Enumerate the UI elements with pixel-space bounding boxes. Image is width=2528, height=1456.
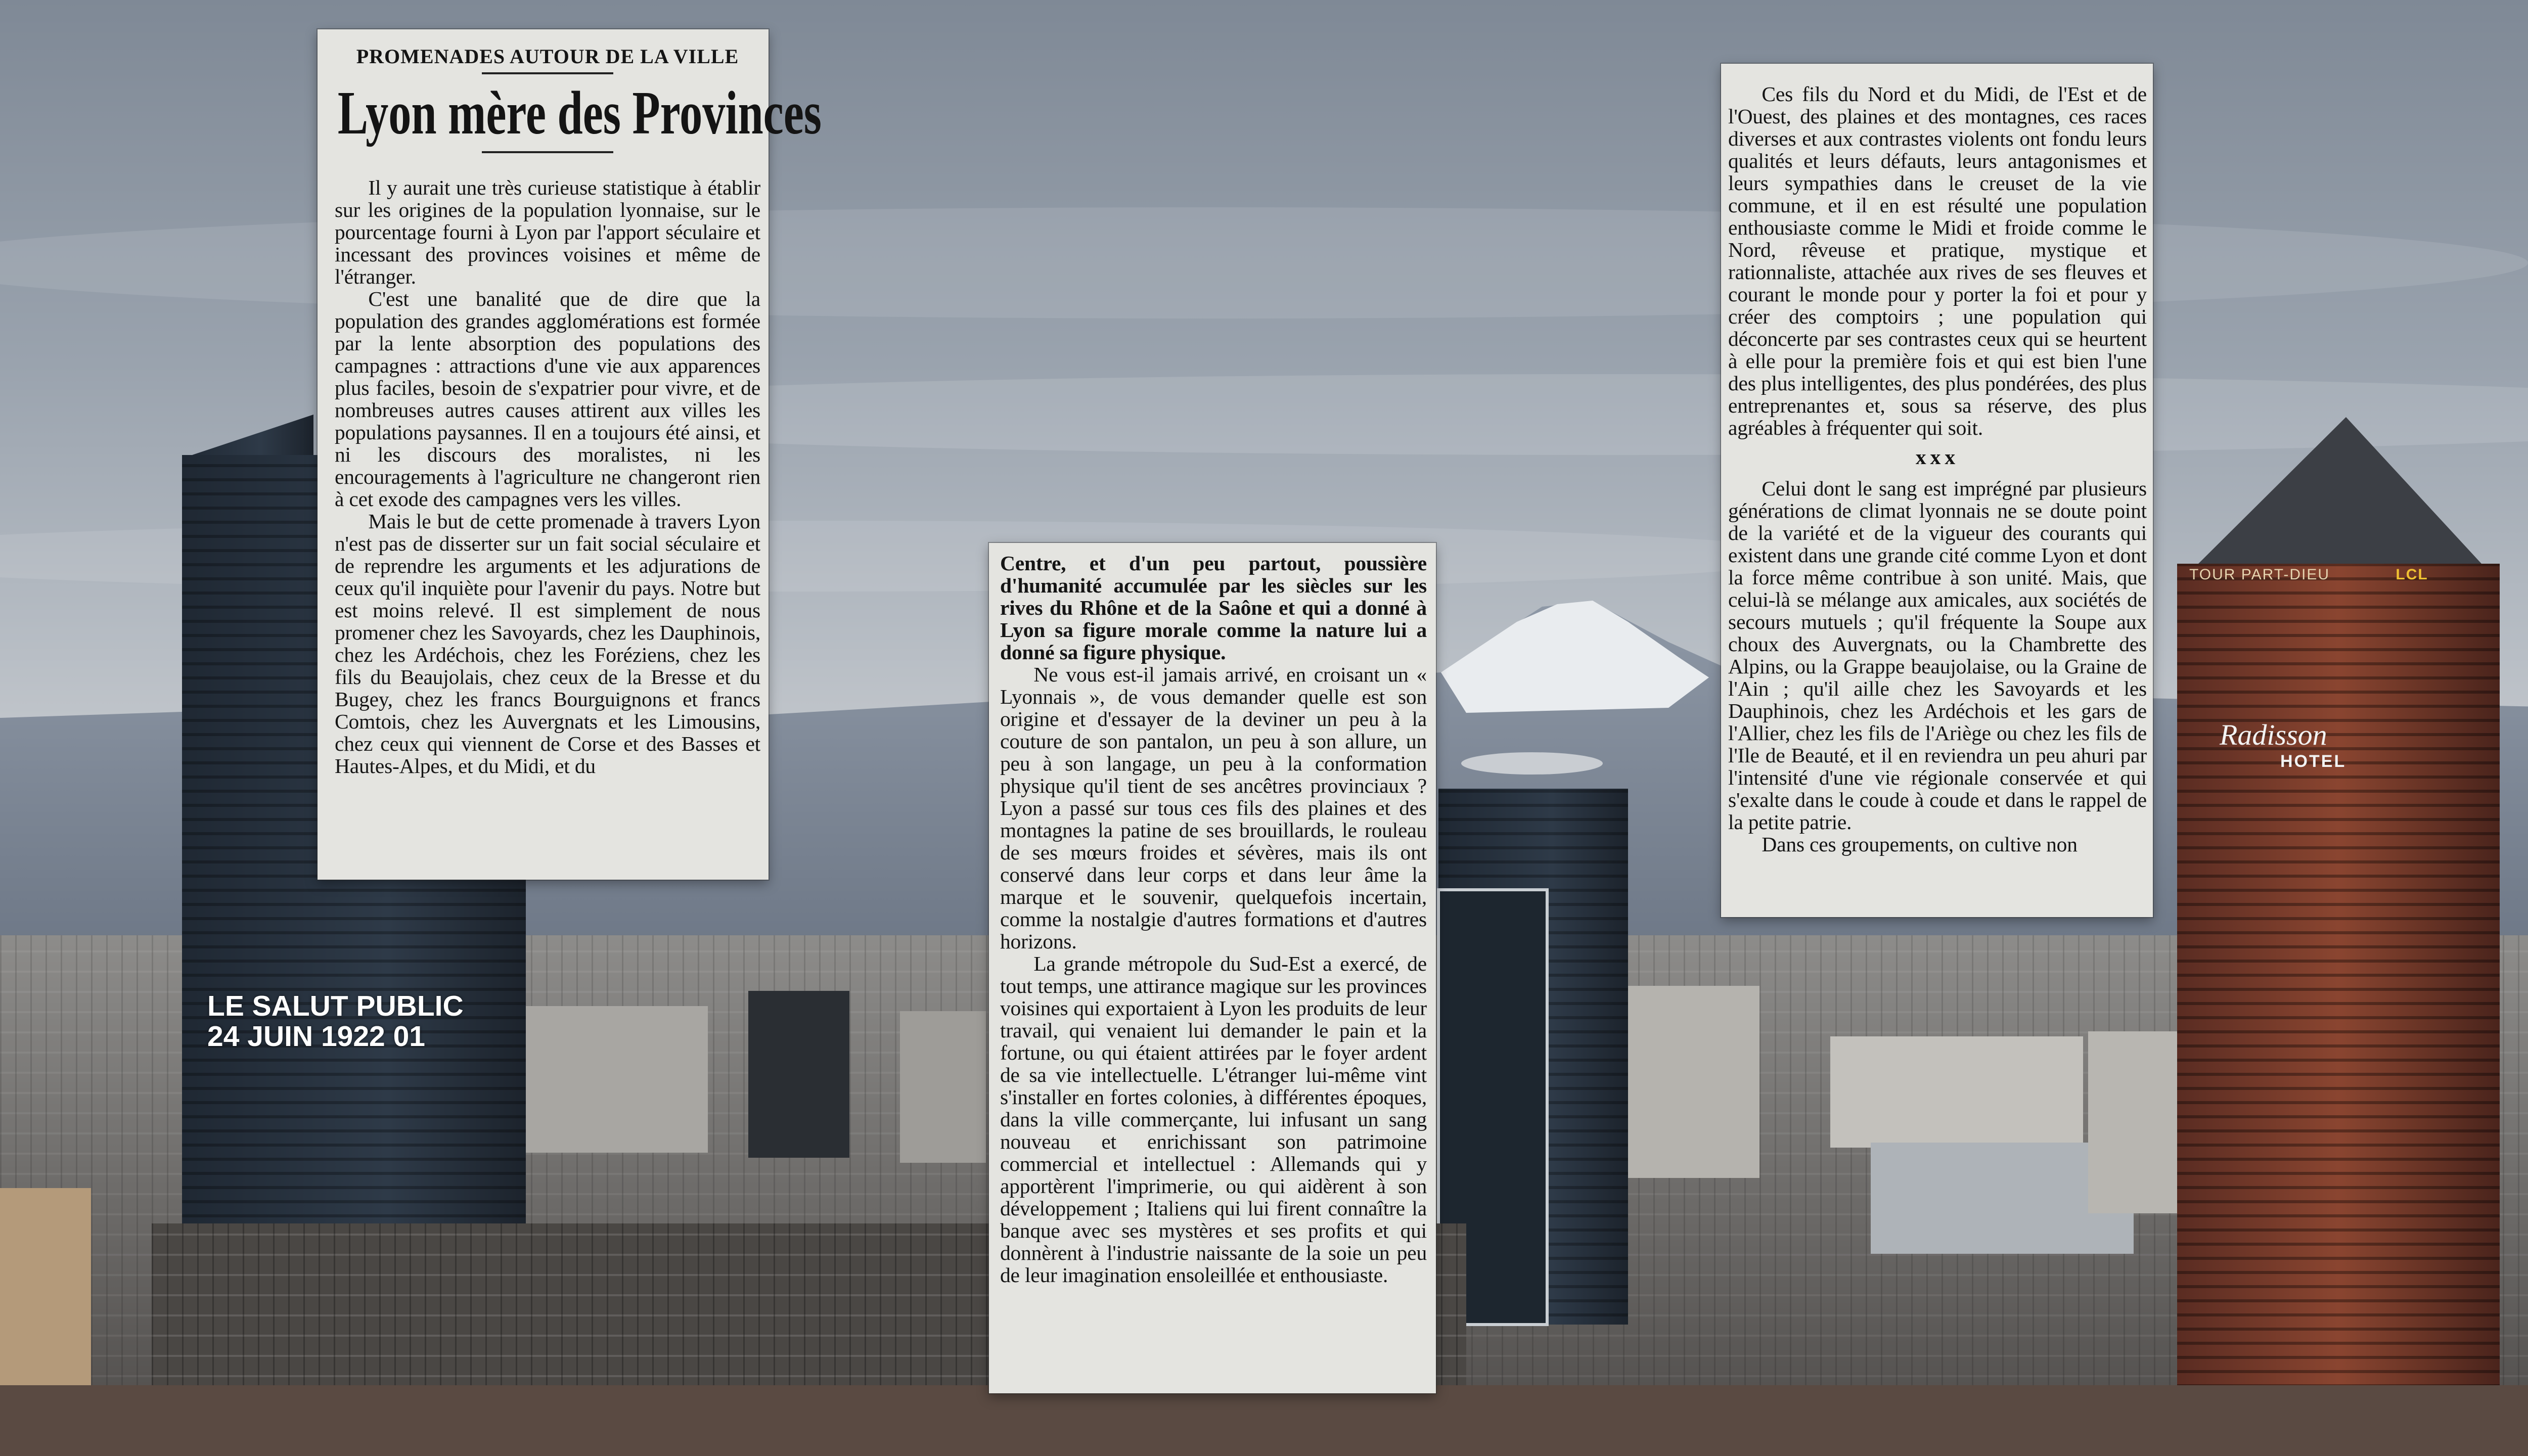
tower-part-dieu-sign-text: TOUR PART-DIEU <box>2189 566 2330 583</box>
paragraph: C'est une banalité que de dire que la population des grandes agglomérations est formée par la lente absorption des populations des campagnes : attractions d'une vie aux apparences plus faciles, besoin de s'expatrier pour vivre, et de nombreuses autres causes attirent aux villes les populations paysannes. Il en a toujours été ainsi, et ni les discours des moralistes, ni les encouragements à l'agriculture ne changeront rien à cet exode des campagnes vers les villes. <box>335 287 760 511</box>
paragraph: La grande métropole du Sud-Est a exercé, de tout temps, une attirance magique sur les provinces voisines qui exportaient à Lyon les produits de leur travail, qui venaient lui demander le pain et la fortune, ou qui étaient attirées par le foyer ardent de sa vie intellectuelle. L'étranger lui-même vint s'installer en fortes colonies, à différentes époques, dans la ville commerçante, lui infusant un sang nouveau et enrichissant son patrimoine commercial et intellectuel : Allemands qui y apportèrent l'imprimerie, ou qui aidèrent à son développement ; Italiens qui lui firent connaître la banque avec ses mystères et ses profits et qui donnèrent à l'industrie naissante de la soie un peu de leur imagination ensoleillée et enthousiaste. <box>1000 952 1427 1287</box>
radisson-logo-text: Radisson <box>2220 718 2327 751</box>
hotel-label: HOTEL <box>2280 752 2346 771</box>
paragraph: Centre, et d'un peu partout, poussière d'humanité accumulée par les siècles sur les rives du Rhône et de la Saône et qui a donné à Lyon sa figure morale comme la nature lui a donné sa figure physique. <box>1000 552 1427 664</box>
newspaper-clipping-3 <box>1721 64 2153 917</box>
paragraph: Ces fils du Nord et du Midi, de l'Est et de l'Ouest, des plaines et des montagnes, ces races diverses et aux contrastes violents ont fondu leurs qualités et leurs défauts, leurs antagonismes et leurs sympathies dans le creuset de la vie commune, et il en est résulté une population enthousiaste comme le Midi et froide comme le Nord, rêveuse et pratique, mystique et rationnaliste, attachée aux rives de ses fleuves et courant le monde pour y porter la foi et pour y créer des comptoirs ; une population qui déconcerte par ses contrastes ceux qui se heurtent à elle pour la première fois et qui est bien l'une des plus intelligentes, des plus pondérées, des plus entreprenantes et, sous sa réserve, des plus agréables à fréquenter qui soit. <box>1728 82 2147 439</box>
section-separator: xxx <box>1915 445 1960 469</box>
article-body <box>1000 552 1427 1286</box>
newspaper-clipping-2 <box>989 543 1436 1393</box>
article-body <box>335 176 760 777</box>
paragraph: Mais le but de cette promenade à travers Lyon n'est pas de disserter sur un fait social séculaire et de reprendre les arguments et les adjurations de ceux qu'il inquiète pour l'avenir du pays. Notre but est moins relevé. Il est simplement de nous promener chez les Savoyards, chez les Dauphinois, chez les Ardéchois, chez les Foréziens, chez les fils du Beaujolais, chez ceux de la Bresse et du Bugey, chez les francs Bourguignons et francs Comtois, chez les Auvergnats et les Limousins, chez ceux qui viennent de Corse et des Basses et Hautes-Alpes, et du Midi, et du <box>335 510 760 778</box>
paragraph: Dans ces groupements, on cultive non <box>1762 833 2078 856</box>
paragraph: Celui dont le sang est imprégné par plusieurs générations de climat lyonnais ne se doute point de la variété et de la vigueur des courants qui existent dans une grande cité comme Lyon et dont la force même contribue à son unité. Mais, que celui-là se mélange aux amicales, aux sociétés de secours mutuels ; qu'il fréquente la Soupe aux choux des Auvergnats, ou la Chambrette des Alpins, ou la Grappe beaujolaise, ou la Graine de l'Ain ; qu'il aille chez les Savoyards et les Dauphinois, chez les Ardéchois et les gars de l'Allier, chez les fils de l'Ariège ou chez les fils de l'Ile de Beauté, et il en reviendra un peu ahuri par l'intensité d'une vie régionale conservée et qui s'exalte dans le coude à coude et dans le rappel de la petite patrie. <box>1728 477 2147 834</box>
radisson-hotel-sign <box>2220 718 2346 771</box>
paragraph: Il y aurait une très curieuse statistique à établir sur les origines de la population lyonnaise, sur le pourcentage fourni à Lyon par l'apport séculaire et incessant des provinces voisines et même de l'étranger. <box>335 176 760 288</box>
divider <box>482 72 613 74</box>
newspaper-clipping-1 <box>318 29 822 880</box>
article-body <box>1728 83 2147 855</box>
article-headline: Lyon mère des Provinces <box>337 79 822 147</box>
article-kicker: PROMENADES AUTOUR DE LA VILLE <box>356 45 739 68</box>
divider <box>482 151 613 153</box>
paragraph: Ne vous est-il jamais arrivé, en croisant un « Lyonnais », de vous demander quelle est son origine et d'essayer de la deviner un peu à la couture de son pantalon, un peu à son allure, un peu à son langage, un peu à la conformation physique qu'il tient de ses ancêtres provinciaux ? Lyon a passé sur tous ces fils des plaines et des montagnes la patine de ses brouillards, le rouleau de ses mœurs froides et sévères, mais ils ont conservé dans leur corps et dans leur âme la marque et le souvenir, quelquefois incertain, comme la nostalgie d'autres formations et d'autres horizons. <box>1000 663 1427 953</box>
source-caption-date: 24 JUIN 1922 01 <box>207 1020 425 1053</box>
source-caption-title: LE SALUT PUBLIC <box>207 990 464 1022</box>
source-caption <box>207 991 464 1052</box>
lcl-logo-text: LCL <box>2396 566 2428 583</box>
tower-part-dieu-sign <box>2189 566 2428 583</box>
